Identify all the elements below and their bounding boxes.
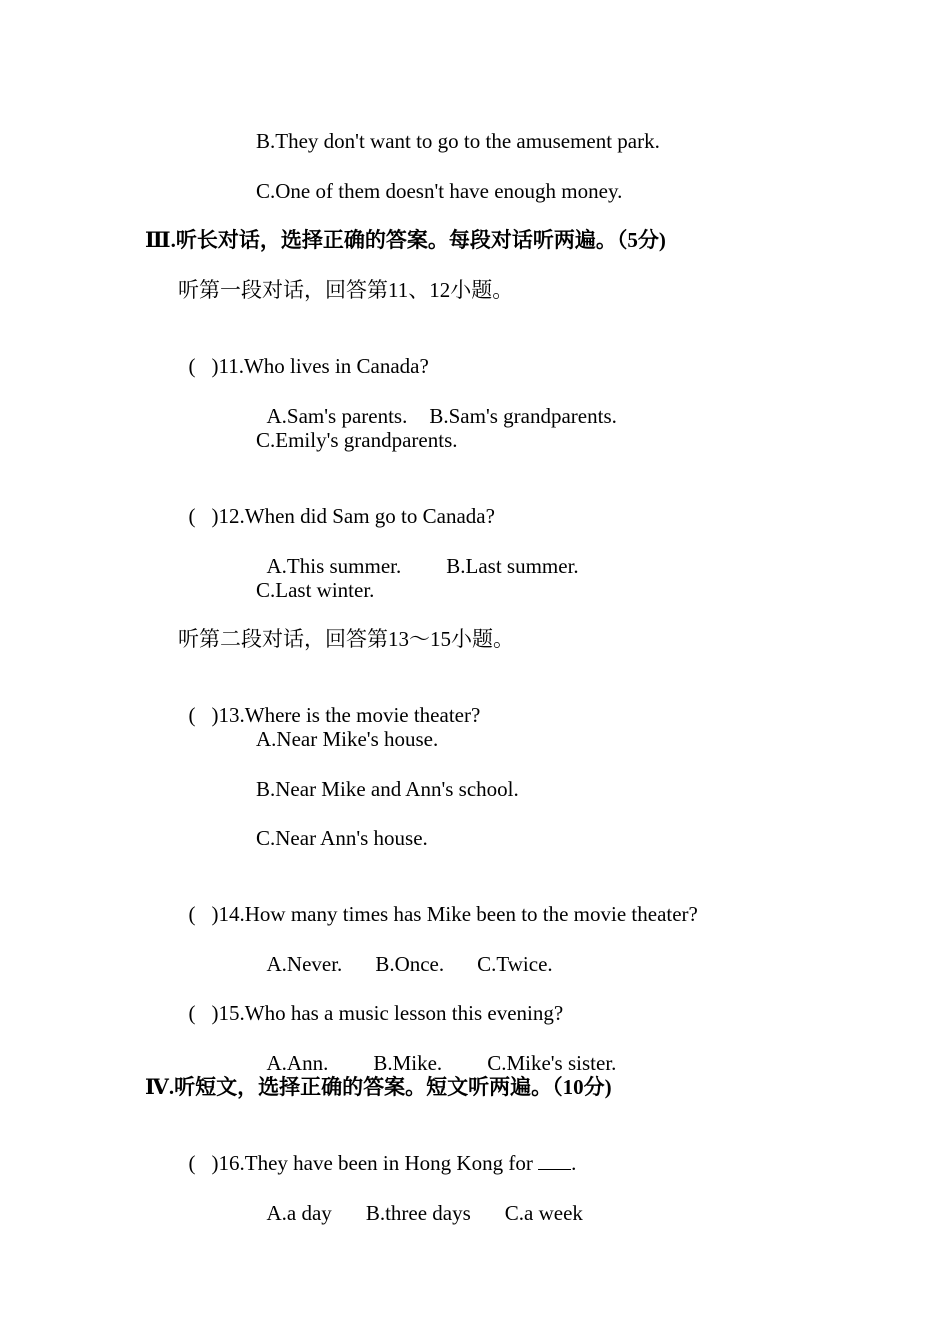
question-11 (178, 327, 429, 379)
question-13-option-a: A.Near Mike's house. (256, 727, 439, 751)
question-16-stem-before: )16.They have been in Hong Kong for (211, 1151, 539, 1175)
answer-paren-open: ( (188, 703, 196, 727)
question-12-option-a: A.This summer. (266, 554, 402, 578)
question-16-option-b: B.three days (365, 1201, 471, 1225)
question-16 (178, 1124, 576, 1176)
question-14-option-b: B.Once. (375, 952, 445, 976)
answer-paren-open: ( (188, 902, 196, 926)
question-16-option-a: A.a day (266, 1201, 332, 1225)
answer-paren-open: ( (188, 1151, 196, 1175)
question-12-stem: )12.When did Sam go to Canada? (211, 504, 495, 528)
question-13-option-c: C.Near Ann's house. (256, 826, 428, 850)
question-14 (178, 875, 698, 927)
question-11-stem: )11.Who lives in Canada? (211, 354, 429, 378)
section-3-heading: Ⅲ.听长对话，选择正确的答案。每段对话听两遍。（5分) (145, 228, 666, 252)
question-12-option-b: B.Last summer. (446, 554, 579, 578)
dialog-1-instruction: 听第一段对话，回答第11、12小题。 (178, 278, 514, 302)
question-14-options (256, 925, 553, 977)
answer-paren-open: ( (188, 354, 196, 378)
question-14-option-c: C.Twice. (477, 952, 553, 976)
question-14-stem: )14.How many times has Mike been to the movie theater? (211, 902, 698, 926)
question-12 (178, 477, 495, 529)
question-16-options (256, 1174, 583, 1226)
carryover-option-b: B.They don't want to go to the amusement park. (256, 129, 660, 153)
dialog-2-instruction: 听第二段对话，回答第13～15小题。 (178, 627, 514, 651)
question-11-options-ab (256, 377, 617, 429)
question-11-option-b: B.Sam's grandparents. (429, 404, 617, 428)
question-13 (178, 676, 480, 728)
carryover-option-c: C.One of them doesn't have enough money. (256, 179, 623, 203)
question-16-stem-after: . (571, 1151, 577, 1175)
question-15-options (256, 1024, 616, 1076)
question-15-option-c: C.Mike's sister. (487, 1051, 617, 1075)
question-15-option-b: B.Mike. (373, 1051, 443, 1075)
question-12-option-c: C.Last winter. (256, 578, 375, 602)
question-11-option-a: A.Sam's parents. (266, 404, 408, 428)
question-15-stem: )15.Who has a music lesson this evening? (211, 1001, 564, 1025)
answer-blank (538, 1155, 571, 1170)
question-11-option-c: C.Emily's grandparents. (256, 428, 458, 452)
question-13-option-b: B.Near Mike and Ann's school. (256, 777, 519, 801)
question-14-option-a: A.Never. (266, 952, 343, 976)
question-15 (178, 974, 563, 1026)
question-12-options-ab (256, 527, 579, 579)
question-13-stem: )13.Where is the movie theater? (211, 703, 481, 727)
question-15-option-a: A.Ann. (266, 1051, 329, 1075)
answer-paren-open: ( (188, 504, 196, 528)
answer-paren-open: ( (188, 1001, 196, 1025)
section-4-heading: Ⅳ.听短文，选择正确的答案。短文听两遍。（10分) (145, 1075, 612, 1099)
question-16-option-c: C.a week (504, 1201, 583, 1225)
